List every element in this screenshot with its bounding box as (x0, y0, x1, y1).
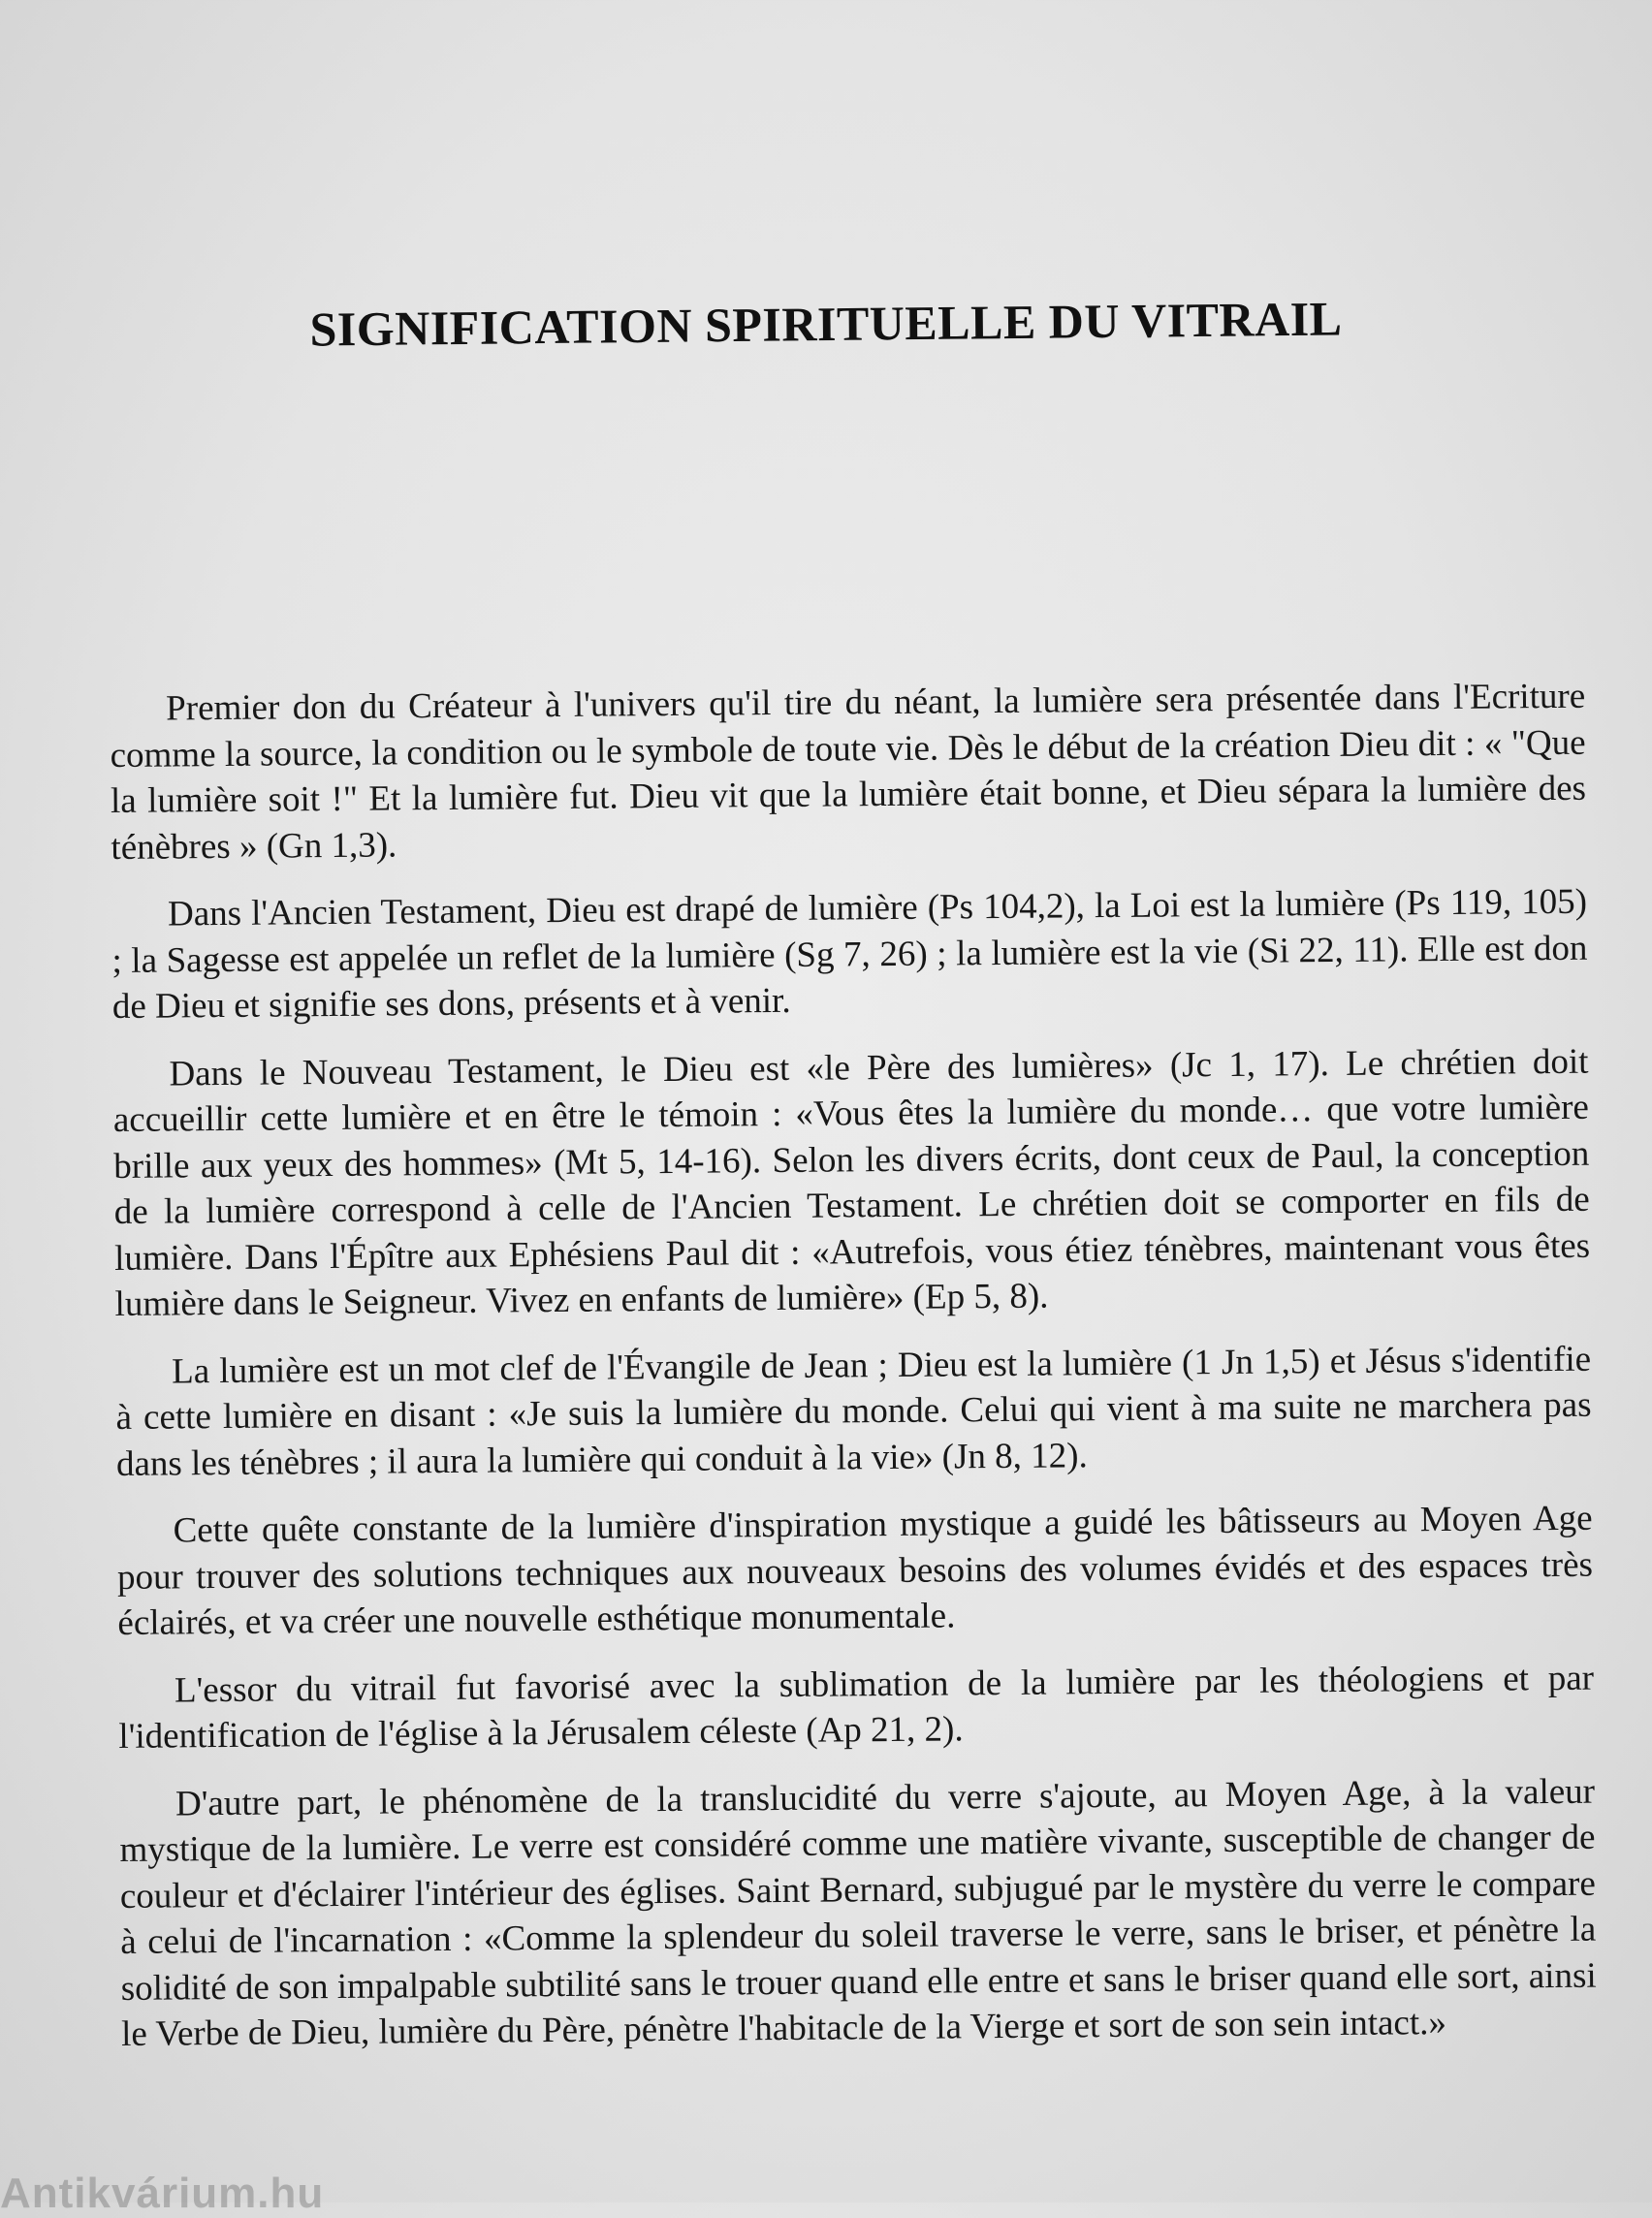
page-title: SIGNIFICATION SPIRITUELLE DU VITRAIL (309, 291, 1343, 357)
paragraph-5: Cette quête constante de la lumière d'inspiration mystique a guidé les bâtisseurs au Moyen Age pour trouver des solutions techniques aux nouveaux besoins des volumes évidés et des espaces très éclairés, et va créer une nouvelle esthétique monumentale. (116, 1498, 1594, 1643)
watermark: Antikvárium.hu (0, 2170, 325, 2217)
paragraph-2: Dans l'Ancien Testament, Dieu est drapé de lumière (Ps 104,2), la Loi est la lumière (Ps 119, 105) ; la Sagesse est appelée un reflet de la lumière (Sg 7, 26) ; la lumière est la vie (Si 22, 11). Elle est don de Dieu et signifie ses dons, présents et à venir. (111, 881, 1588, 1027)
paragraph-7: D'autre part, le phénomène de la translucidité du verre s'ajoute, au Moyen Age, à la valeur mystique de la lumière. Le verre est considéré comme une matière vivante, susceptible de changer de couleur et d'éclairer l'intérieur des églises. Saint Bernard, subjugué par le mystère du verre le compare à celui de l'incarnation : «Comme la splendeur du soleil traverse le verre, sans le briser, et pénètre la solidité de son impalpable subtilité sans le trouer quand elle entre et sans le briser quand elle sort, ainsi le Verbe de Dieu, lumière du Père, pénètre l'habitacle de la Vierge et sort de son sein intact.» (119, 1771, 1597, 2054)
paragraph-1: Premier don du Créateur à l'univers qu'il tire du néant, la lumière sera présentée dans l'Ecriture comme la source, la condition ou le symbole de toute vie. Dès le début de la création Dieu dit : « "Que la lumière soit !" Et la lumière fut. Dieu vit que la lumière était bonne, et Dieu sépara la lumière des ténèbres » (Gn 1,3). (110, 676, 1587, 868)
paragraph-4: La lumière est un mot clef de l'Évangile de Jean ; Dieu est la lumière (1 Jn 1,5) et Jésus s'identifie à cette lumière en disant : «Je suis la lumière du monde. Celui qui vient à ma suite ne marchera pas dans les ténèbres ; il aura la lumière qui conduit à la vie» (Jn 8, 12). (115, 1339, 1592, 1484)
paragraph-3: Dans le Nouveau Testament, le Dieu est «le Père des lumières» (Jc 1, 17). Le chrétien doit accueillir cette lumière et en être le témoin : «Vous êtes la lumière du monde… que votre lumière brille aux yeux des hommes» (Mt 5, 14-16). Selon les divers écrits, dont ceux de Paul, la conception de la lumière correspond à celle de l'Ancien Testament. Le chrétien doit se comporter en fils de lumière. Dans l'Épître aux Ephésiens Paul dit : «Autrefois, vous étiez ténèbres, maintenant vous êtes lumière dans le Seigneur. Vivez en enfants de lumière» (Ep 5, 8). (112, 1041, 1591, 1324)
body-text (110, 674, 1597, 2079)
paragraph-6: L'essor du vitrail fut favorisé avec la sublimation de la lumière par les théologiens et par l'identification de l'église à la Jérusalem céleste (Ap 21, 2). (118, 1658, 1595, 1757)
